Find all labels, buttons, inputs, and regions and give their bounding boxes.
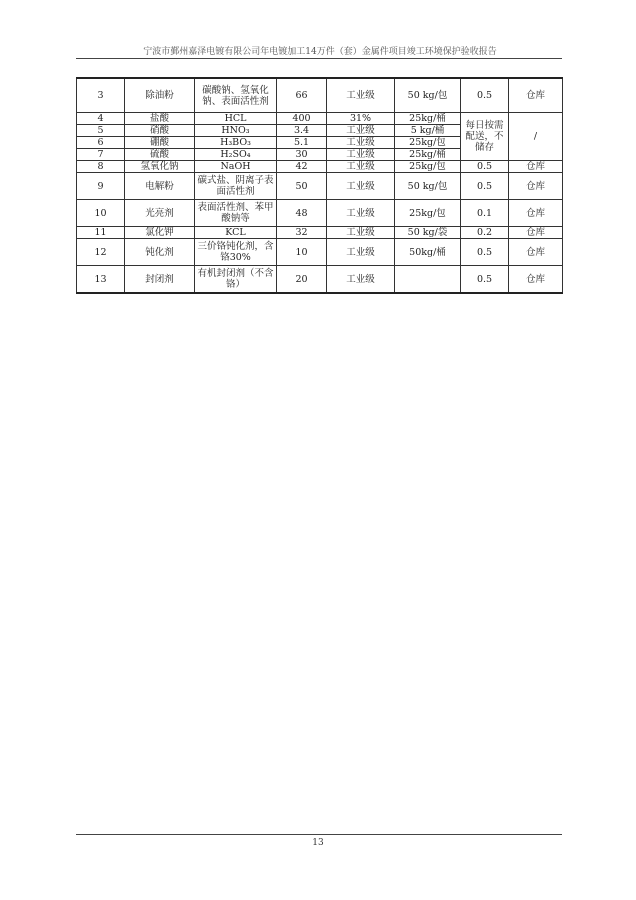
- cell-stock: 0.5: [461, 239, 509, 266]
- cell-stock: 0.5: [461, 266, 509, 294]
- cell-package: 50kg/桶: [395, 239, 461, 266]
- cell-spec: 工业级: [327, 161, 395, 173]
- cell-storage: 仓库: [509, 78, 563, 113]
- cell-amount: 50: [277, 173, 327, 200]
- cell-package: 50 kg/包: [395, 78, 461, 113]
- cell-no: 5: [77, 125, 125, 137]
- cell-component: H₃BO₃: [195, 137, 277, 149]
- cell-spec: 工业级: [327, 227, 395, 239]
- cell-package: [395, 266, 461, 294]
- header-divider: [76, 58, 562, 59]
- cell-storage: 仓库: [509, 227, 563, 239]
- cell-name: 电解粉: [125, 173, 195, 200]
- cell-name: 硝酸: [125, 125, 195, 137]
- cell-name: 盐酸: [125, 113, 195, 125]
- cell-amount: 42: [277, 161, 327, 173]
- cell-package: 25kg/包: [395, 200, 461, 227]
- page-number: 13: [312, 838, 324, 848]
- cell-component: H₂SO₄: [195, 149, 277, 161]
- cell-amount: 66: [277, 78, 327, 113]
- table-row: [77, 239, 563, 266]
- cell-amount: 48: [277, 200, 327, 227]
- cell-no: 12: [77, 239, 125, 266]
- cell-component: 有机封闭剂（不含铬）: [195, 266, 277, 294]
- cell-name: 封闭剂: [125, 266, 195, 294]
- table-row: [77, 113, 563, 125]
- cell-amount: 400: [277, 113, 327, 125]
- cell-no: 11: [77, 227, 125, 239]
- table-row: [77, 227, 563, 239]
- materials-table: [76, 77, 563, 294]
- cell-component: HCL: [195, 113, 277, 125]
- cell-spec: 工业级: [327, 200, 395, 227]
- cell-storage: 仓库: [509, 266, 563, 294]
- cell-amount: 5.1: [277, 137, 327, 149]
- cell-package: 25kg/包: [395, 161, 461, 173]
- cell-package: 25kg/包: [395, 137, 461, 149]
- cell-no: 8: [77, 161, 125, 173]
- cell-spec: 工业级: [327, 149, 395, 161]
- cell-component: NaOH: [195, 161, 277, 173]
- cell-spec: 31%: [327, 113, 395, 125]
- cell-package: 50 kg/包: [395, 173, 461, 200]
- cell-amount: 32: [277, 227, 327, 239]
- table-row: [77, 161, 563, 173]
- cell-storage-merged: /: [509, 113, 563, 161]
- cell-name: 硼酸: [125, 137, 195, 149]
- cell-name: 光亮剂: [125, 200, 195, 227]
- cell-name: 除油粉: [125, 78, 195, 113]
- cell-stock: 0.1: [461, 200, 509, 227]
- cell-component: HNO₃: [195, 125, 277, 137]
- cell-no: 13: [77, 266, 125, 294]
- cell-storage: 仓库: [509, 161, 563, 173]
- cell-storage: 仓库: [509, 173, 563, 200]
- cell-no: 4: [77, 113, 125, 125]
- cell-no: 9: [77, 173, 125, 200]
- cell-no: 3: [77, 78, 125, 113]
- cell-spec: 工业级: [327, 173, 395, 200]
- cell-name: 氢氧化钠: [125, 161, 195, 173]
- table-row: [77, 173, 563, 200]
- cell-amount: 20: [277, 266, 327, 294]
- cell-component: KCL: [195, 227, 277, 239]
- table-row: [77, 200, 563, 227]
- cell-package: 50 kg/袋: [395, 227, 461, 239]
- cell-spec: 工业级: [327, 78, 395, 113]
- cell-component: 三价铬钝化剂，含铬30%: [195, 239, 277, 266]
- cell-spec: 工业级: [327, 137, 395, 149]
- cell-no: 7: [77, 149, 125, 161]
- cell-amount: 10: [277, 239, 327, 266]
- cell-no: 10: [77, 200, 125, 227]
- table-row: [77, 78, 563, 113]
- cell-spec: 工业级: [327, 239, 395, 266]
- cell-stock: 0.5: [461, 173, 509, 200]
- cell-component: 碳酸钠、氢氧化钠、表面活性剂: [195, 78, 277, 113]
- cell-no: 6: [77, 137, 125, 149]
- cell-component: 表面活性剂、苯甲酸钠等: [195, 200, 277, 227]
- cell-stock-merged: 每日按需配送，不储存: [461, 113, 509, 161]
- cell-storage: 仓库: [509, 239, 563, 266]
- cell-name: 钝化剂: [125, 239, 195, 266]
- cell-spec: 工业级: [327, 266, 395, 294]
- cell-spec: 工业级: [327, 125, 395, 137]
- table-row: [77, 266, 563, 294]
- cell-package: 25kg/桶: [395, 113, 461, 125]
- cell-stock: 0.5: [461, 161, 509, 173]
- cell-name: 氯化钾: [125, 227, 195, 239]
- report-header: 宁波市鄞州嘉泽电镀有限公司年电镀加工14万件（套）金属件项目竣工环境保护验收报告: [143, 47, 497, 57]
- cell-storage: 仓库: [509, 200, 563, 227]
- cell-package: 25kg/桶: [395, 149, 461, 161]
- cell-amount: 30: [277, 149, 327, 161]
- cell-package: 5 kg/桶: [395, 125, 461, 137]
- cell-stock: 0.5: [461, 78, 509, 113]
- cell-stock: 0.2: [461, 227, 509, 239]
- cell-name: 硫酸: [125, 149, 195, 161]
- cell-amount: 3.4: [277, 125, 327, 137]
- footer-divider: [76, 834, 562, 835]
- cell-component: 碳式盐、阴离子表面活性剂: [195, 173, 277, 200]
